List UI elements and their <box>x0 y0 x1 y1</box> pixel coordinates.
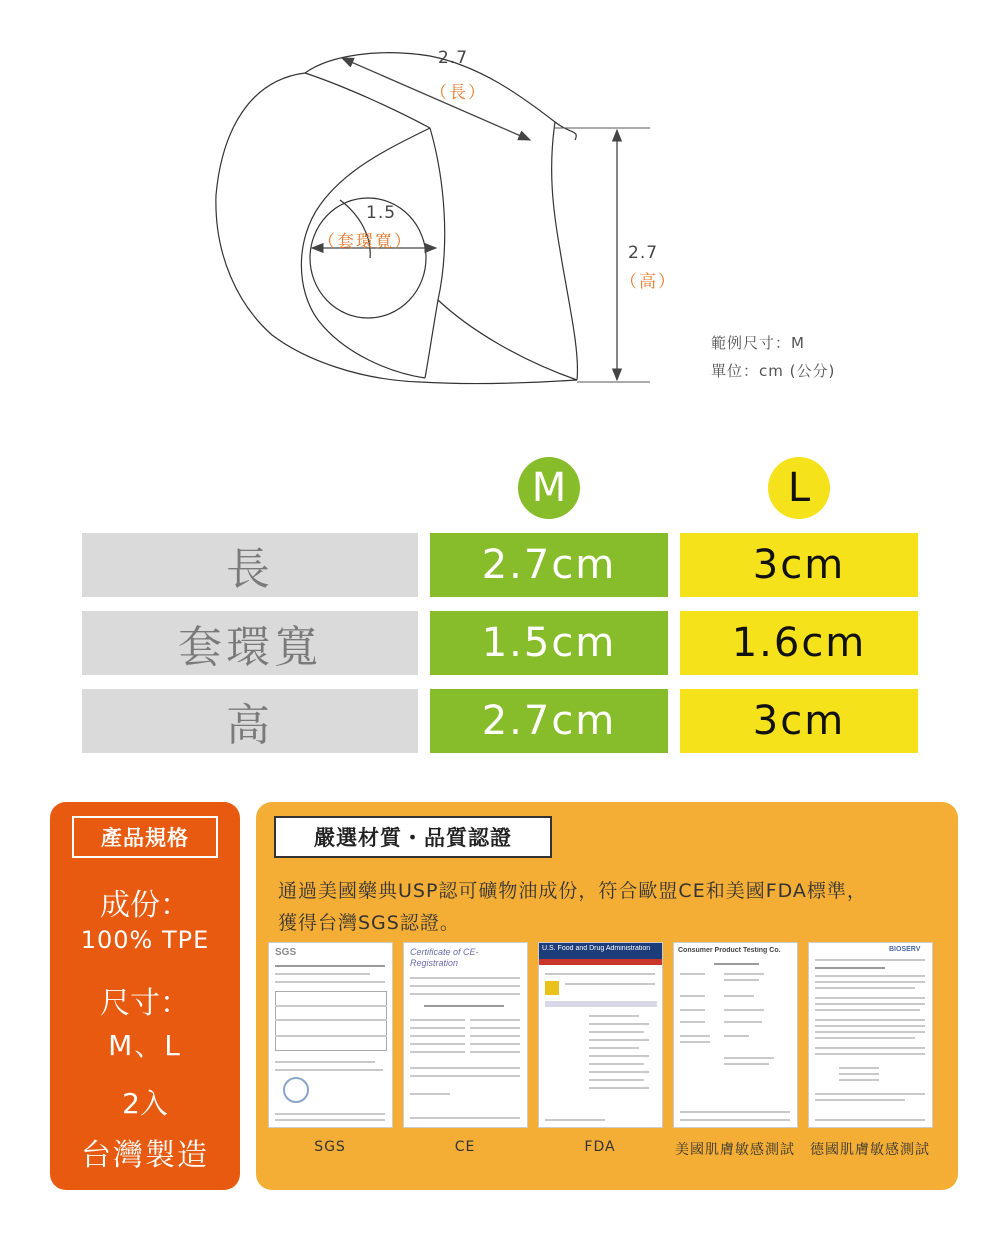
sgs-certificate-image <box>268 942 393 1128</box>
row-label-loop-width: 套環寬 <box>82 611 418 675</box>
dimension-diagram <box>0 0 1000 420</box>
m-length-cell: 2.7cm <box>430 533 668 597</box>
height-value: 2.7 <box>628 243 659 263</box>
ce-label: CE <box>454 1139 476 1155</box>
us-skin-test-report-image <box>673 942 798 1128</box>
row-label-length: 長 <box>82 533 418 597</box>
l-length-cell: 3cm <box>680 533 918 597</box>
size-m-badge: M <box>518 457 580 519</box>
german-skin-test-label: 德國肌膚敏感測試 <box>810 1142 930 1158</box>
loop-width-label: （套環寬） <box>318 232 413 252</box>
ce-doc-header: Certificate of CE-Registration <box>410 947 479 968</box>
us-skin-test-label: 美國肌膚敏感測試 <box>675 1142 795 1158</box>
row-label-height: 高 <box>82 689 418 753</box>
quantity: 2入 <box>122 1087 168 1120</box>
m-loop-width-cell: 1.5cm <box>430 611 668 675</box>
fda-certificate-image <box>538 942 663 1128</box>
product-outline-drawing <box>0 0 1000 420</box>
material-label: 成份： <box>100 888 190 923</box>
cert-title: 嚴選材質・品質認證 <box>274 816 552 858</box>
cert-desc-line2: 獲得台灣SGS認證。 <box>278 912 460 934</box>
stamp-icon <box>283 1077 309 1103</box>
material-value: 100% TPE <box>80 926 210 954</box>
height-label: （高） <box>620 272 677 292</box>
size-label: 尺寸： <box>100 986 190 1021</box>
us-test-doc-header: Consumer Product Testing Co. <box>678 947 781 954</box>
unit-note: 單位：cm (公分) <box>711 362 836 380</box>
fda-label: FDA <box>584 1139 616 1155</box>
sgs-label: SGS <box>314 1139 346 1155</box>
sgs-doc-header: SGS <box>275 947 297 958</box>
length-label: （長） <box>430 83 487 103</box>
origin: 台灣製造 <box>81 1138 209 1173</box>
l-loop-width-cell: 1.6cm <box>680 611 918 675</box>
certification-panel <box>256 802 958 1190</box>
sample-size-note: 範例尺寸：M <box>711 334 805 352</box>
l-height-cell: 3cm <box>680 689 918 753</box>
fda-doc-header: U.S. Food and Drug Administration <box>542 945 651 952</box>
size-l-badge: L <box>768 457 830 519</box>
german-test-doc-header: BIOSERV <box>889 946 921 953</box>
german-skin-test-report-image <box>808 942 933 1128</box>
cert-desc-line1: 通過美國藥典USP認可礦物油成份，符合歐盟CE和美國FDA標準， <box>278 880 867 902</box>
spec-title: 產品規格 <box>72 816 218 858</box>
m-height-cell: 2.7cm <box>430 689 668 753</box>
length-value: 2.7 <box>438 48 469 68</box>
product-spec-panel <box>50 802 240 1190</box>
ce-certificate-image <box>403 942 528 1128</box>
size-value: M、L <box>108 1029 182 1062</box>
loop-width-value: 1.5 <box>366 203 397 223</box>
